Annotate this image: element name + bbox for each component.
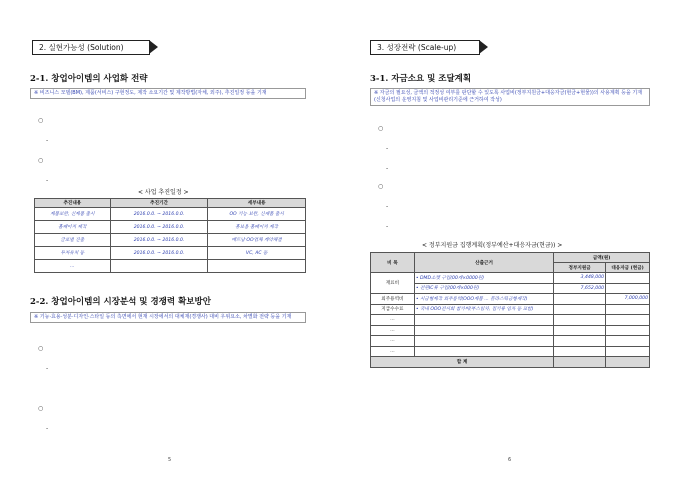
heading-market-analysis: 2-2. 창업아이템의 시장분석 및 경쟁력 확보방안 (30, 297, 211, 307)
section-title-solution: 2. 실현가능성 (Solution) (32, 40, 150, 55)
bullet-dash: - (386, 223, 389, 230)
bullet-dash: - (386, 165, 389, 172)
table-cell (606, 346, 650, 357)
bullet-dash: - (46, 137, 49, 144)
total-gov-cell (554, 357, 606, 368)
table-cell: … (371, 325, 415, 336)
table-cell (414, 336, 553, 347)
table-cell (606, 315, 650, 326)
fund-table-title: < 정부지원금 집행계획(정부예산+대응자금(현금)) > (422, 242, 563, 249)
table-cell: 3,448,000 (554, 273, 606, 284)
table-header: 추진내용 (35, 199, 111, 208)
bullet-circle: ○ (378, 183, 384, 190)
table-cell: 7,000,000 (606, 294, 650, 305)
table-row (35, 234, 306, 247)
table-cell: 2016.0.0. ~ 2016.0.0. (110, 234, 208, 247)
page-6 (340, 0, 680, 481)
bullet-dash: - (46, 177, 49, 184)
bullet-circle: ○ (38, 117, 44, 124)
table-row (35, 247, 306, 260)
table-cell (554, 294, 606, 305)
table-cell: 2016.0.0. ~ 2016.0.0. (110, 221, 208, 234)
bullet-dash: - (46, 425, 49, 432)
table-cell: 홍보용 홈페이지 제작 (208, 221, 306, 234)
table-header-row (371, 253, 650, 263)
table-header: 추진기간 (110, 199, 208, 208)
bullet-circle: ○ (378, 125, 384, 132)
guide-note-funding: ※ 자금의 필요성, 금액의 적정성 여부를 판단할 수 있도록 사업비(정부지원금+대응자금(현금+현물))의 사용계획 등을 기재(신청사업의 운영지침 및 사업비관리기준에 근거하여 작성) (370, 88, 650, 106)
table-cell (606, 325, 650, 336)
schedule-table-title: < 사업 추진일정 > (138, 189, 189, 196)
page-number: 6 (508, 457, 512, 463)
table-cell: OO 기능 보완, 신제품 출시 (208, 208, 306, 221)
bullet-circle: ○ (38, 405, 44, 412)
bullet-circle: ○ (38, 157, 44, 164)
guide-note-competitiveness: ※ 기능·효용·성분·디자인·스타일 등의 측면에서 현재 시장에서의 대체재(경쟁사) 대비 우위요소, 차별화 전략 등을 기재 (30, 312, 306, 323)
table-header: 금액(원) (554, 253, 650, 263)
table-cell: 2016.0.0. ~ 2016.0.0. (110, 247, 208, 260)
table-cell (110, 260, 208, 273)
table-cell: • 전원IC류 구입(00개×000원) (414, 283, 553, 294)
table-row (371, 346, 650, 357)
total-label: 합 계 (371, 357, 554, 368)
table-cell: … (371, 315, 415, 326)
total-match-cell (606, 357, 650, 368)
table-cell: VC, AC 등 (208, 247, 306, 260)
table-cell: 글로벌 진출 (35, 234, 111, 247)
table-cell: … (35, 260, 111, 273)
table-cell: 베트남 OO업체 계약체결 (208, 234, 306, 247)
table-total-row (371, 357, 650, 368)
table-cell (414, 325, 553, 336)
table-cell: … (371, 336, 415, 347)
bullet-dash: - (46, 365, 49, 372)
table-cell (414, 315, 553, 326)
table-cell: • DMD소켓 구입(00개×0000원) (414, 273, 553, 284)
guide-note-bm: ※ 비즈니스 모델(BM), 제품(서비스) 구현정도, 제작 소요기간 및 제작방법(자체, 외주), 추진일정 등을 기재 (30, 88, 306, 99)
bullet-dash: - (386, 203, 389, 210)
table-cell (554, 315, 606, 326)
table-cell: 외주용역비 (371, 294, 415, 305)
schedule-table (34, 198, 306, 273)
table-row (371, 304, 650, 315)
table-row (371, 315, 650, 326)
table-header: 산출근거 (414, 253, 553, 273)
table-row (371, 294, 650, 305)
table-row (35, 221, 306, 234)
table-cell (554, 304, 606, 315)
table-cell (606, 283, 650, 294)
fund-table (370, 252, 650, 368)
table-cell (208, 260, 306, 273)
table-row (35, 208, 306, 221)
table-cell: 2016.0.0. ~ 2016.0.0. (110, 208, 208, 221)
table-header: 대응자금 (현금) (606, 263, 650, 273)
table-cell: • 국내 OOO전시회 참가비(부스임차, 집기류 임차 등 포함) (414, 304, 553, 315)
table-cell (414, 346, 553, 357)
table-cell: 제품보완, 신제품 출시 (35, 208, 111, 221)
heading-funding-plan: 3-1. 자금소요 및 조달계획 (370, 74, 472, 84)
table-cell: … (371, 346, 415, 357)
table-header: 세부내용 (208, 199, 306, 208)
table-cell: 재료비 (371, 273, 415, 294)
page-number: 5 (168, 457, 172, 463)
bullet-circle: ○ (38, 345, 44, 352)
table-row (371, 336, 650, 347)
table-cell: 투자유치 등 (35, 247, 111, 260)
table-cell (606, 336, 650, 347)
table-header-row (35, 199, 306, 208)
section-title-scale-up: 3. 성장전략 (Scale-up) (370, 40, 480, 55)
table-cell: • 시금형제작 외주용역(OOO제품 ... 플라스틱금형제작) (414, 294, 553, 305)
table-cell: 홈페이지 제작 (35, 221, 111, 234)
table-cell: 지급수수료 (371, 304, 415, 315)
table-row (371, 325, 650, 336)
heading-commercialization-strategy: 2-1. 창업아이템의 사업화 전략 (30, 74, 148, 84)
table-row (371, 273, 650, 284)
table-cell (554, 325, 606, 336)
table-cell (606, 304, 650, 315)
table-cell (554, 336, 606, 347)
table-row (35, 260, 306, 273)
table-header: 정부지원금 (554, 263, 606, 273)
table-cell: 7,652,000 (554, 283, 606, 294)
table-cell (554, 346, 606, 357)
table-cell (606, 273, 650, 284)
bullet-dash: - (386, 145, 389, 152)
table-header: 비 목 (371, 253, 415, 273)
